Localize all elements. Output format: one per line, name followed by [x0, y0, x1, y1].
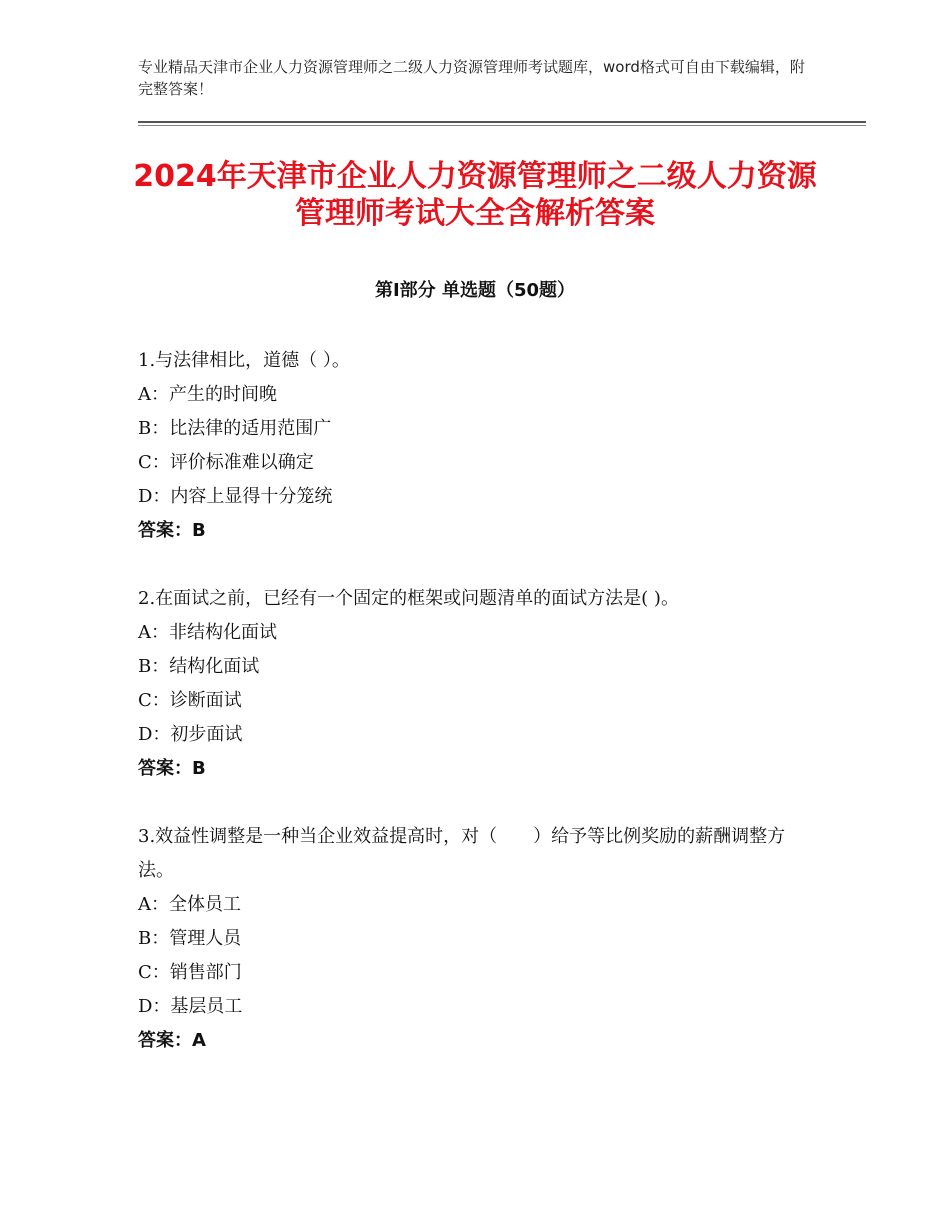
question-3: [138, 820, 818, 1058]
question-list: [138, 344, 818, 1092]
option-d: D：基层员工: [138, 996, 243, 1017]
header-rule-thick: [138, 121, 866, 123]
option-c: C：销售部门: [138, 962, 242, 983]
section-title: 第Ⅰ部分 单选题（50题）: [374, 280, 575, 301]
answer: 答案：B: [138, 520, 206, 541]
answer: 答案：B: [138, 758, 206, 779]
question-2: [138, 582, 818, 786]
option-b: B：结构化面试: [138, 656, 260, 677]
question-1: [138, 344, 818, 548]
option-a: A：非结构化面试: [138, 622, 277, 643]
question-stem: 3.效益性调整是一种当企业效益提高时，对（ ）给予等比例奖励的薪酬调整方法。: [138, 826, 786, 881]
option-b: B：比法律的适用范围广: [138, 418, 332, 439]
option-c: C：评价标准难以确定: [138, 452, 314, 473]
option-a: A：产生的时间晚: [138, 384, 277, 405]
option-d: D：内容上显得十分笼统: [138, 486, 333, 507]
question-stem: 1.与法律相比，道德（ ）。: [138, 350, 350, 371]
answer: 答案：A: [138, 1030, 206, 1051]
option-b: B：管理人员: [138, 928, 242, 949]
question-stem: 2.在面试之前，已经有一个固定的框架或问题清单的面试方法是( )。: [138, 588, 679, 609]
header-rule-thin: [138, 125, 866, 126]
header-note: 专业精品天津市企业人力资源管理师之二级人力资源管理师考试题库，word格式可自由下载编辑，附完整答案！: [138, 58, 805, 98]
document-title: 2024年天津市企业人力资源管理师之二级人力资源管理师考试大全含解析答案: [133, 159, 817, 231]
option-d: D：初步面试: [138, 724, 243, 745]
option-a: A：全体员工: [138, 894, 241, 915]
option-c: C：诊断面试: [138, 690, 242, 711]
